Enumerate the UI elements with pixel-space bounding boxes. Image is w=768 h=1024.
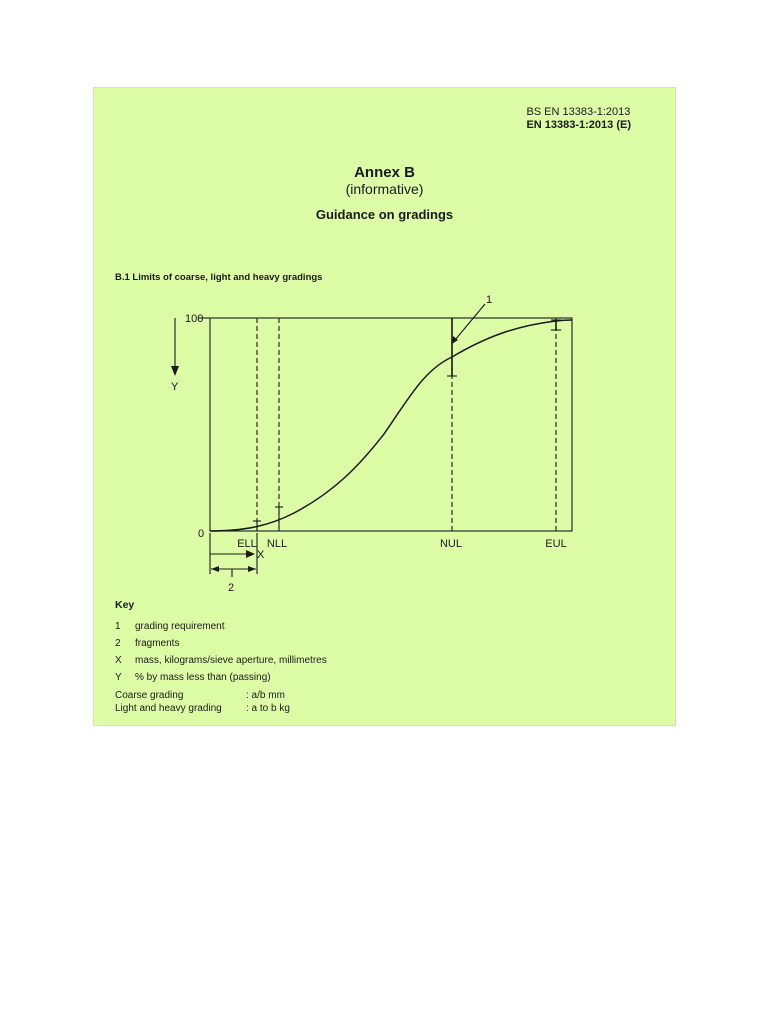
grading-definition bbox=[115, 702, 327, 715]
annex-subtitle: (informative) bbox=[345, 181, 424, 197]
grading-definition bbox=[115, 689, 327, 702]
figure-key bbox=[115, 599, 327, 715]
document-page bbox=[94, 88, 675, 725]
x-arrowhead bbox=[246, 550, 255, 558]
y-tick-label-0: 0 bbox=[198, 528, 205, 540]
limit-label-nll: NLL bbox=[266, 538, 288, 550]
callout-label-2: 2 bbox=[228, 582, 235, 594]
key-item bbox=[115, 635, 327, 652]
key-symbol: 2 bbox=[115, 638, 121, 649]
limit-label-eul: EUL bbox=[545, 538, 567, 550]
key-text: % by mass less than (passing) bbox=[135, 672, 271, 683]
annex-title: Annex B bbox=[354, 164, 415, 181]
annex-heading: Guidance on gradings bbox=[315, 207, 454, 222]
limit-label-ell: ELL bbox=[237, 538, 257, 550]
grading-label: Light and heavy grading bbox=[115, 703, 222, 714]
callout-1-leader bbox=[455, 304, 485, 340]
section-title: B.1 Limits of coarse, light and heavy gradings bbox=[115, 272, 323, 283]
key-symbol: 1 bbox=[115, 621, 121, 632]
y-axis-label: Y bbox=[171, 381, 179, 393]
callout-label-1: 1 bbox=[486, 294, 493, 306]
x-axis-label: X bbox=[257, 549, 265, 561]
y-tick-label-100: 100 bbox=[185, 313, 204, 325]
grading-value: : a/b mm bbox=[246, 690, 285, 701]
key-symbol: Y bbox=[115, 672, 122, 683]
grading-curve-diagram bbox=[94, 88, 675, 598]
standard-bs-number: BS EN 13383-1:2013 bbox=[526, 106, 631, 118]
tolerance-bar-nll bbox=[275, 507, 283, 528]
limit-label-nul: NUL bbox=[439, 538, 463, 550]
key-symbol: X bbox=[115, 655, 122, 666]
dimension-2-left-arrowhead bbox=[211, 566, 219, 572]
key-text: mass, kilograms/sieve aperture, millimetres bbox=[135, 655, 327, 666]
key-text: grading requirement bbox=[135, 621, 225, 632]
y-arrowhead bbox=[171, 366, 179, 376]
tolerance-bar-nul bbox=[447, 318, 457, 376]
grading-value: : a to b kg bbox=[246, 703, 290, 714]
grading-curve bbox=[210, 320, 572, 531]
standard-en-number: EN 13383-1:2013 (E) bbox=[526, 119, 631, 131]
key-item bbox=[115, 669, 327, 686]
key-item bbox=[115, 618, 327, 635]
grading-label: Coarse grading bbox=[115, 690, 184, 701]
dimension-2-right-arrowhead bbox=[248, 566, 256, 572]
key-title: Key bbox=[115, 599, 135, 611]
key-text: fragments bbox=[135, 638, 180, 649]
key-item bbox=[115, 652, 327, 669]
